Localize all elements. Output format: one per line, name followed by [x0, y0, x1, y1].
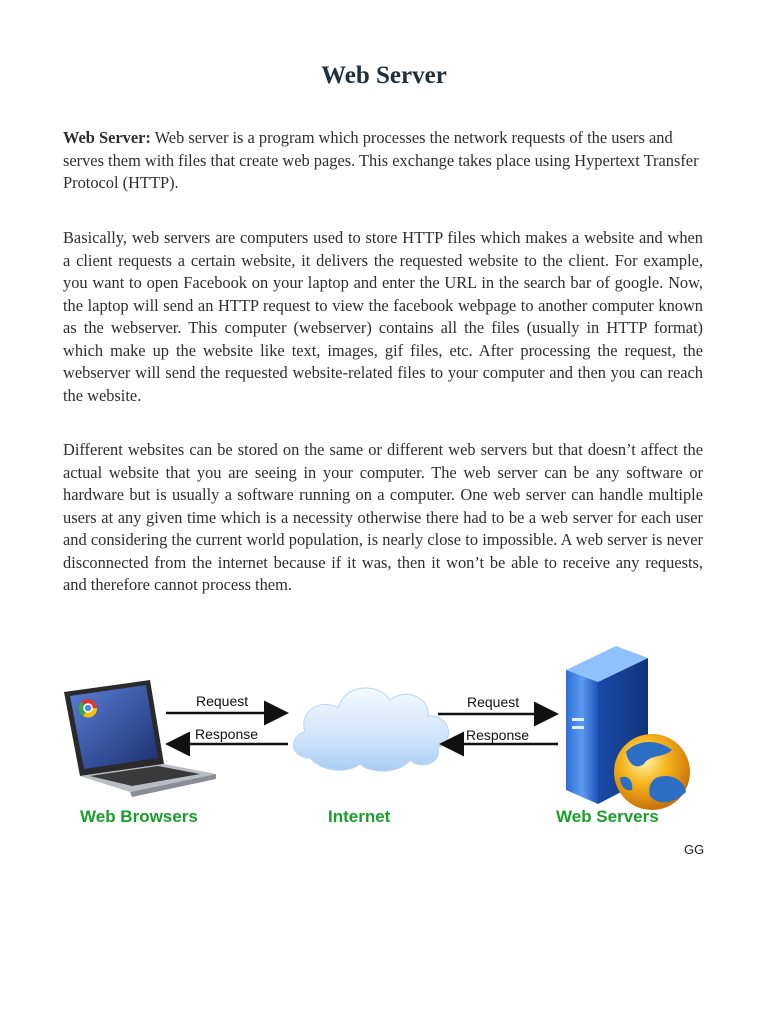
- logo: GG: [684, 842, 705, 857]
- intro-text: Web server is a program which processes the network requests of the users and serves them with files that create web pages. This exchange takes place using Hypertext Transfer Protocol (HTTP).: [63, 128, 699, 192]
- cloud-icon: [294, 688, 449, 771]
- globe-icon: [614, 734, 690, 810]
- intro-lead: Web Server:: [63, 128, 151, 147]
- page-title: Web Server: [321, 62, 447, 89]
- internet-label: Internet: [328, 807, 391, 826]
- left-response-label: Response: [195, 726, 259, 742]
- paragraph-basically: Basically, web servers are computers used to store HTTP files which makes a website and when a client requests a certain website, it delivers the requested website to the client. For example, you want to open Facebook on your laptop and enter the URL in the search bar of google. Now, the laptop will send an HTTP request to view the facebook webpage to another computer known as the webserver. This computer (webserver) contains all the files (usually in HTTP format) which make up the website like text, images, gif files, etc. After processing the request, the webserver will send the requested website-related files to your computer and then you can reach the website.: [63, 228, 703, 405]
- web-servers-label: Web Servers: [556, 807, 659, 826]
- left-request-label: Request: [196, 693, 249, 709]
- laptop-icon: [64, 680, 216, 797]
- web-server-diagram: [60, 640, 720, 870]
- right-request-label: Request: [467, 694, 520, 710]
- paragraph-intro: [63, 127, 703, 195]
- paragraph-different-websites: Different websites can be stored on the same or different web servers but that doesn’t affect the actual website that you are seeing in your computer. The web server can be any software or hardware but is usually a software running on a computer. One web server can handle multiple users at any given time which is a necessity otherwise there had to be a web server for each user and considering the current world population, is nearly close to impossible. A web server is never disconnected from the internet because if it was, then it won’t be able to receive any requests, and therefore cannot process them.: [63, 440, 703, 594]
- web-browsers-label: Web Browsers: [80, 807, 198, 826]
- right-response-label: Response: [466, 727, 530, 743]
